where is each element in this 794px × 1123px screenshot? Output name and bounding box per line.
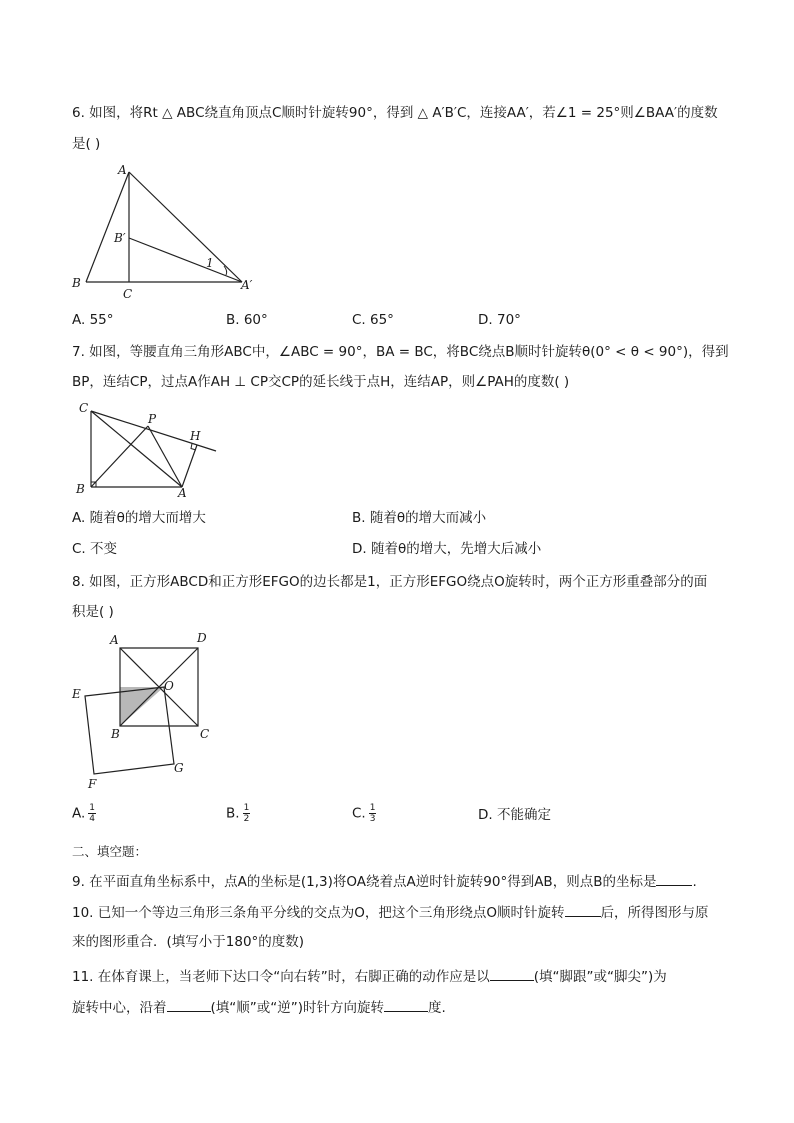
q8-option-c: [352, 803, 376, 824]
q8-option-d-text: 不能确定: [496, 807, 551, 823]
q6-label-a-prime: A′: [241, 278, 253, 292]
q10-text-b: 后，所得图形与原: [600, 905, 709, 921]
q6-stem-line1: 6. 如图，将Rt △ ABC绕直角顶点C顺时针旋转90°，得到 △ A′B′C，连接AA′，若∠1 = 25°则∠BAA′的度数: [72, 105, 718, 121]
q10-answer-blank[interactable]: [565, 902, 601, 917]
q8-option-a-fraction: [88, 803, 96, 824]
q8-option-c-fraction: [369, 803, 377, 824]
q11-text-a: 11. 在体育课上，当老师下达口令“向右转”时，右脚正确的动作应是以: [72, 969, 490, 985]
q11-text-b: (填“脚跟”或“脚尖”)为: [533, 969, 667, 985]
section-title-fill-in: 二、填空题：: [72, 844, 148, 859]
q9-text-b: .: [692, 874, 697, 890]
q7-label-a: A: [178, 486, 187, 500]
q8-label-e: E: [72, 687, 81, 701]
q6-label-c: C: [123, 287, 133, 300]
q8-stem-line1: 8. 如图，正方形ABCD和正方形EFGO的边长都是1，正方形EFGO绕点O旋转时，两个正方形重叠部分的面: [72, 574, 708, 590]
q8-option-b-fraction: [243, 803, 251, 824]
q8-label-d: D: [197, 631, 207, 645]
q8-option-a-denominator: 4: [89, 814, 96, 824]
q8-option-b-numerator: 1: [243, 803, 250, 813]
q9-stem: [72, 871, 697, 892]
q8-option-c-denominator: 3: [369, 814, 376, 824]
q7-option-c: C. 不变: [72, 541, 118, 557]
q7-label-c: C: [79, 401, 89, 415]
q8-option-a-prefix: A.: [72, 805, 86, 822]
q8-option-b: [226, 803, 250, 824]
q8-label-b: B: [111, 727, 120, 741]
q8-label-c: C: [200, 727, 210, 741]
q6-option-a: A. 55°: [72, 312, 114, 328]
q8-figure: [66, 628, 216, 792]
q8-label-a: A: [110, 633, 119, 647]
q8-option-a: [72, 803, 96, 824]
q8-option-c-prefix: C.: [352, 805, 366, 822]
q11-answer-blank-1[interactable]: [490, 966, 534, 981]
q6-label-b-prime: B′: [114, 231, 126, 245]
q8-label-o: O: [164, 679, 174, 693]
q8-label-g: G: [174, 761, 184, 775]
q7-label-p: P: [148, 412, 157, 426]
q6-label-a: A: [118, 163, 127, 177]
q11-line2-c: 度.: [428, 1000, 446, 1016]
q11-answer-blank-2[interactable]: [167, 997, 211, 1012]
q10-stem-line1: [72, 902, 709, 923]
q6-label-b: B: [72, 276, 81, 290]
q7-option-a: A. 随着θ的增大而增大: [72, 510, 206, 526]
q9-answer-blank[interactable]: [656, 871, 692, 886]
q8-option-a-numerator: 1: [89, 803, 96, 813]
q11-answer-blank-3[interactable]: [384, 997, 428, 1012]
q8-option-d: [478, 805, 551, 825]
q8-option-b-prefix: B.: [226, 805, 240, 822]
q11-line2-b: (填“顺”或“逆”)时针方向旋转: [210, 1000, 385, 1016]
q11-line2-a: 旋转中心，沿着: [72, 1000, 167, 1016]
q7-stem-line1: 7. 如图，等腰直角三角形ABC中，∠ABC = 90°，BA = BC，将BC绕点B顺时针旋转θ(0° < θ < 90°)，得到: [72, 344, 729, 360]
q8-option-d-prefix: D.: [478, 807, 493, 823]
q6-stem-line2: 是( ): [72, 136, 101, 152]
q7-label-b: B: [76, 482, 85, 496]
q6-option-d: D. 70°: [478, 312, 521, 328]
q7-figure: [72, 398, 222, 500]
q8-stem-line2: 积是( ): [72, 604, 114, 620]
q10-text-a: 10. 已知一个等边三角形三条角平分线的交点为O，把这个三角形绕点O顺时针旋转: [72, 905, 565, 921]
q8-label-f: F: [88, 777, 97, 791]
q8-option-b-denominator: 2: [243, 814, 250, 824]
q8-option-c-numerator: 1: [369, 803, 376, 813]
q10-stem-line2: 来的图形重合．(填写小于180°的度数): [72, 934, 305, 950]
q6-option-b: B. 60°: [226, 312, 268, 328]
q6-figure: [66, 160, 266, 300]
q7-stem-line2: BP，连结CP，过点A作AH ⊥ CP交CP的延长线于点H，连结AP，则∠PAH的度数( ): [72, 374, 570, 390]
q7-option-b: B. 随着θ的增大而减小: [352, 510, 487, 526]
q6-option-c: C. 65°: [352, 312, 394, 328]
q11-stem-line2: [72, 997, 446, 1018]
q7-option-d: D. 随着θ的增大，先增大后减小: [352, 541, 542, 557]
q6-label-one: 1: [206, 256, 214, 270]
q7-label-h: H: [190, 429, 201, 443]
q11-stem-line1: [72, 966, 667, 987]
q9-text-a: 9. 在平面直角坐标系中，点A的坐标是(1,3)将OA绕着点A逆时针旋转90°得到AB，则点B的坐标是: [72, 874, 657, 890]
